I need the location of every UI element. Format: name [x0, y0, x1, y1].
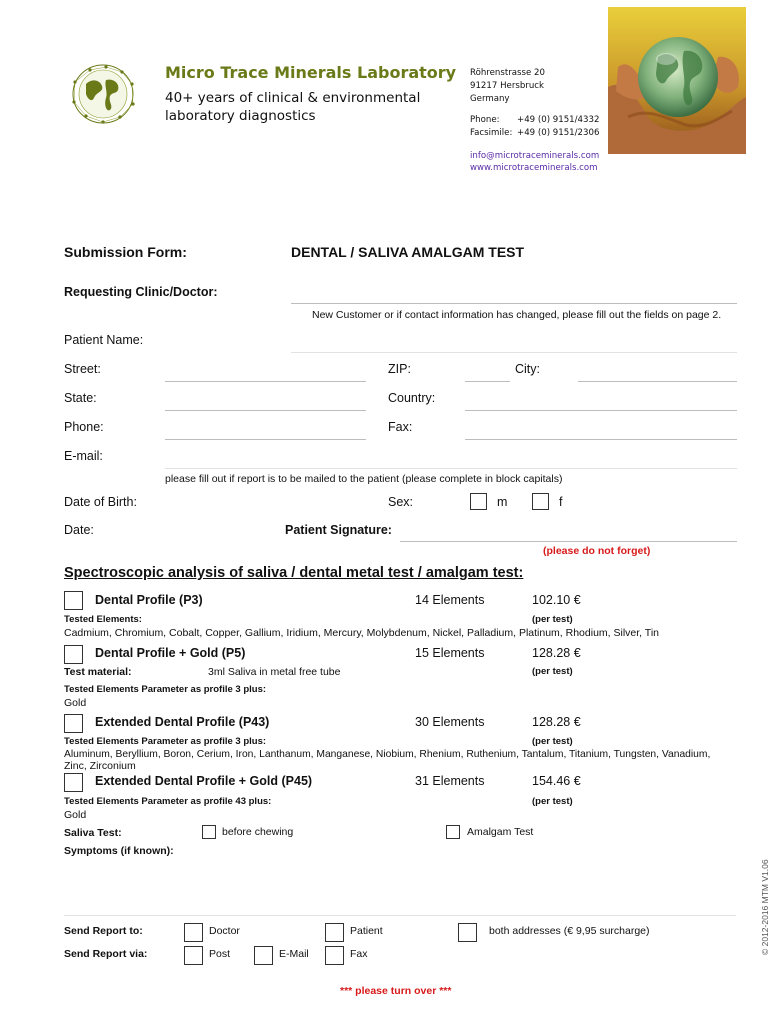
- facsimile-value: +49 (0) 9151/2306: [517, 128, 600, 138]
- p43-name: Extended Dental Profile (P43): [95, 715, 270, 729]
- p5-element-list: Gold: [64, 697, 87, 709]
- street-field[interactable]: [165, 381, 366, 382]
- p3-checkbox[interactable]: [64, 591, 83, 610]
- sex-f-checkbox[interactable]: [532, 493, 549, 510]
- mail-note: please fill out if report is to be mailed to the patient (please complete in block capitals): [165, 473, 563, 485]
- globe-logo-icon: [66, 62, 140, 126]
- p5-price: 128.28 €: [532, 646, 581, 660]
- email-field[interactable]: [165, 468, 737, 469]
- facsimile-label: Facsimile:: [470, 128, 513, 138]
- p3-price: 102.10 €: [532, 593, 581, 607]
- p43-elements: 30 Elements: [415, 715, 485, 729]
- p5-name: Dental Profile + Gold (P5): [95, 646, 246, 660]
- patient-signature-field[interactable]: [400, 541, 737, 542]
- lab-name: Micro Trace Minerals Laboratory: [165, 63, 457, 82]
- via-fax-checkbox[interactable]: [325, 946, 344, 965]
- patient-name-field[interactable]: [291, 352, 737, 353]
- p43-element-list-line-1: Aluminum, Beryllium, Boron, Cerium, Iron, Lanthanum, Manganese, Niobium, Rhenium, Ruthenium, Tantalum, Titanium, Tungsten, Vanadium,: [64, 749, 711, 760]
- sex-m-label: m: [497, 495, 508, 509]
- send-to-doctor-checkbox[interactable]: [184, 923, 203, 942]
- symptoms-field[interactable]: [64, 915, 736, 916]
- amalgam-test-label: Amalgam Test: [467, 826, 534, 838]
- zip-field[interactable]: [465, 381, 510, 382]
- p45-name: Extended Dental Profile + Gold (P45): [95, 774, 313, 788]
- test-material-label: Test material:: [64, 666, 132, 678]
- website-link[interactable]: www.microtraceminerals.com: [470, 163, 598, 173]
- state-label: State:: [64, 391, 97, 405]
- sex-label: Sex:: [388, 495, 414, 509]
- p43-price: 128.28 €: [532, 715, 581, 729]
- send-report-via-label: Send Report via:: [64, 948, 148, 960]
- please-turn-over-note: *** please turn over ***: [340, 985, 452, 997]
- via-post-label: Post: [209, 948, 231, 960]
- phone-field[interactable]: [165, 439, 366, 440]
- p5-tested-label: Tested Elements Parameter as profile 3 plus:: [64, 684, 267, 695]
- p3-name: Dental Profile (P3): [95, 593, 203, 607]
- test-title: DENTAL / SALIVA AMALGAM TEST: [291, 244, 525, 260]
- p43-tested-label: Tested Elements Parameter as profile 3 plus:: [64, 736, 267, 747]
- send-to-patient-checkbox[interactable]: [325, 923, 344, 942]
- p5-checkbox[interactable]: [64, 645, 83, 664]
- p43-per-test: (per test): [532, 736, 573, 747]
- email-field-label: E-mail:: [64, 449, 103, 463]
- symptoms-label: Symptoms (if known):: [64, 845, 174, 857]
- address-line-1: Röhrenstrasse 20: [470, 68, 545, 78]
- p5-elements: 15 Elements: [415, 646, 485, 660]
- requesting-clinic-field[interactable]: [291, 303, 737, 304]
- version-note: © 2012-2016 MTM V1.06: [760, 859, 770, 955]
- city-label: City:: [515, 362, 540, 376]
- dob-label: Date of Birth:: [64, 495, 137, 509]
- p5-per-test: (per test): [532, 666, 573, 677]
- p45-elements: 31 Elements: [415, 774, 485, 788]
- test-material-value: 3ml Saliva in metal free tube: [208, 666, 341, 678]
- street-label: Street:: [64, 362, 101, 376]
- via-email-checkbox[interactable]: [254, 946, 273, 965]
- p43-checkbox[interactable]: [64, 714, 83, 733]
- via-fax-label: Fax: [350, 948, 368, 960]
- fax-field[interactable]: [465, 439, 737, 440]
- tagline-line-2: laboratory diagnostics: [165, 108, 316, 124]
- before-chewing-checkbox[interactable]: [202, 825, 216, 839]
- sex-m-checkbox[interactable]: [470, 493, 487, 510]
- p45-tested-label: Tested Elements Parameter as profile 43 plus:: [64, 796, 272, 807]
- email-link[interactable]: info@microtraceminerals.com: [470, 151, 600, 161]
- sex-f-label: f: [559, 495, 563, 509]
- amalgam-test-checkbox[interactable]: [446, 825, 460, 839]
- do-not-forget-note: (please do not forget): [543, 545, 651, 557]
- via-email-label: E-Mail: [279, 948, 309, 960]
- phone-label: Phone:: [470, 115, 500, 125]
- address-line-3: Germany: [470, 94, 510, 104]
- send-to-both-label: both addresses (€ 9,95 surcharge): [489, 925, 650, 937]
- city-field[interactable]: [578, 381, 737, 382]
- submission-form-label: Submission Form:: [64, 244, 187, 260]
- new-customer-note: New Customer or if contact information has changed, please fill out the fields on page 2.: [312, 309, 722, 321]
- p45-per-test: (per test): [532, 796, 573, 807]
- p3-tested-label: Tested Elements:: [64, 614, 142, 625]
- via-post-checkbox[interactable]: [184, 946, 203, 965]
- p3-per-test: (per test): [532, 614, 573, 625]
- country-label: Country:: [388, 391, 436, 405]
- hands-globe-image: [608, 7, 746, 154]
- phone-value: +49 (0) 9151/4332: [517, 115, 600, 125]
- p3-element-list: Cadmium, Chromium, Cobalt, Copper, Gallium, Iridium, Mercury, Molybdenum, Nickel, Palladium, Platinum, Rhodium, Silver, Tin: [64, 627, 660, 639]
- patient-signature-label: Patient Signature:: [285, 523, 392, 537]
- saliva-test-label: Saliva Test:: [64, 827, 122, 839]
- send-to-patient-label: Patient: [350, 925, 383, 937]
- zip-label: ZIP:: [388, 362, 411, 376]
- p43-element-list-line-2: Zinc, Zirconium: [64, 760, 136, 772]
- analysis-heading: Spectroscopic analysis of saliva / dental metal test / amalgam test:: [64, 565, 524, 581]
- date-label: Date:: [64, 523, 94, 537]
- state-field[interactable]: [165, 410, 366, 411]
- p45-element-list: Gold: [64, 809, 87, 821]
- p45-checkbox[interactable]: [64, 773, 83, 792]
- phone-field-label: Phone:: [64, 420, 104, 434]
- p45-price: 154.46 €: [532, 774, 581, 788]
- requesting-clinic-label: Requesting Clinic/Doctor:: [64, 285, 218, 299]
- send-to-doctor-label: Doctor: [209, 925, 240, 937]
- before-chewing-label: before chewing: [222, 826, 294, 838]
- patient-name-label: Patient Name:: [64, 333, 144, 347]
- tagline-line-1: 40+ years of clinical & environmental: [165, 90, 421, 106]
- fax-field-label: Fax:: [388, 420, 413, 434]
- send-report-to-label: Send Report to:: [64, 925, 143, 937]
- address-line-2: 91217 Hersbruck: [470, 81, 544, 91]
- send-to-both-checkbox[interactable]: [458, 923, 477, 942]
- p3-elements: 14 Elements: [415, 593, 485, 607]
- country-field[interactable]: [465, 410, 737, 411]
